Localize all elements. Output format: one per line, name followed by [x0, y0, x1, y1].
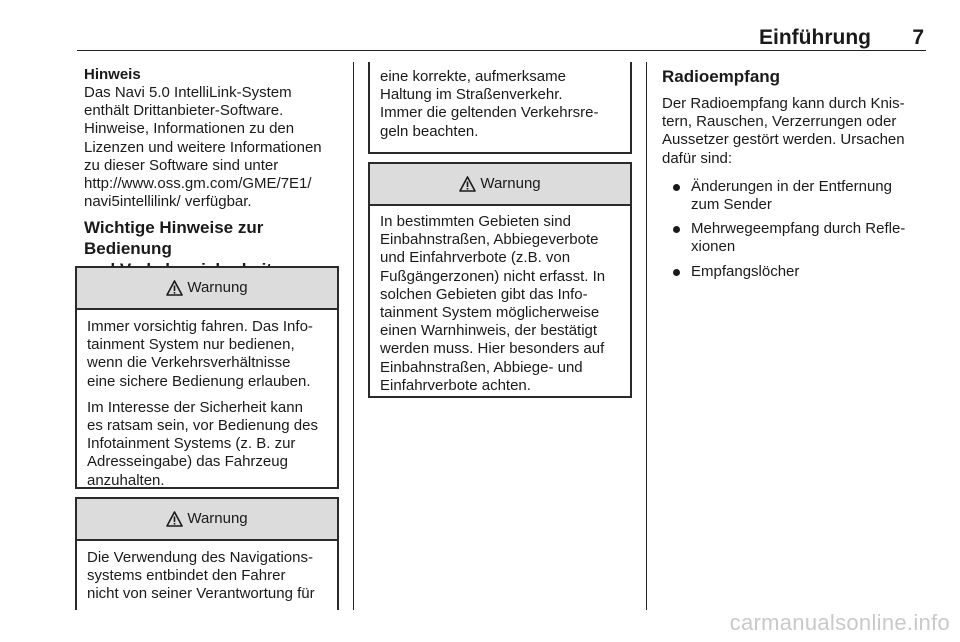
column-divider-right: [646, 62, 647, 610]
warning-box-1: [75, 266, 339, 489]
text-line: Einbahnstraßen, Abbiegeverbote: [380, 231, 599, 249]
text-line: es ratsam sein, vor Bedienung des: [87, 417, 318, 435]
text-line: xionen: [691, 238, 736, 256]
note-line: Lizenzen und weitere Informationen: [84, 138, 322, 156]
warning-body: [77, 541, 337, 604]
text-line: anzuhalten.: [87, 471, 165, 489]
warning-box-3: [368, 162, 632, 398]
warning-body: [77, 310, 337, 489]
text-line: Fußgängerzonen) nicht erfasst. In: [380, 267, 606, 285]
warning-label: Warnung: [187, 279, 248, 296]
text-line: Infotainment Systems (z. B. zur: [87, 435, 296, 453]
warning-paragraph: [380, 213, 621, 395]
note-block: [84, 66, 342, 211]
warning-paragraph: [87, 399, 328, 489]
watermark-text: carmanualsonline.info: [729, 610, 950, 635]
warning-paragraph: [87, 549, 328, 604]
chapter-title: Einführung: [759, 26, 871, 49]
warning-body: [370, 206, 630, 395]
text-line: Haltung im Straßenverkehr.: [380, 86, 563, 104]
text-line: werden muss. Hier besonders auf: [380, 340, 605, 358]
warning-header: [370, 164, 630, 206]
intro-paragraph: [662, 95, 926, 168]
note-link-line: http://www.oss.gm.com/GME/7E1/: [84, 175, 312, 193]
warning-paragraph: [87, 318, 328, 391]
list-item: [662, 263, 926, 281]
text-line: eine korrekte, aufmerksame: [380, 68, 566, 85]
note-line: Das Navi 5.0 IntelliLink-System: [84, 84, 292, 101]
column-divider-left: [353, 62, 354, 610]
page-header: [77, 26, 926, 51]
warning-box-2: [75, 497, 339, 610]
text-line: geln beachten.: [380, 122, 479, 140]
warning-label: Warnung: [187, 510, 248, 527]
text-line: Immer die geltenden Verkehrsre‑: [380, 104, 599, 122]
text-line: einen Warnhinweis, der bestätigt: [380, 322, 598, 340]
text-line: tainment System nur bedienen,: [87, 336, 295, 354]
text-line: Adresseingabe) das Fahrzeug: [87, 453, 288, 471]
bullet-dot-icon: [673, 226, 680, 233]
text-line: tainment System möglicherweise: [380, 304, 600, 322]
text-line: Im Interesse der Sicherheit kann: [87, 398, 303, 416]
list-item: [662, 220, 926, 256]
warning-triangle-icon: [166, 280, 183, 296]
warning-triangle-icon: [166, 511, 183, 527]
cause-list: [662, 178, 926, 281]
text-line: Änderungen in der Entfernung: [691, 177, 892, 195]
warning-body: [370, 62, 630, 141]
warning-box-continued: [368, 62, 632, 154]
text-line: Immer vorsichtig fahren. Das Info‑: [87, 318, 313, 335]
warning-header: [77, 499, 337, 541]
warning-label: Warnung: [480, 175, 541, 192]
warning-paragraph: [380, 68, 621, 141]
section-heading: Radioempfang: [662, 67, 781, 86]
text-line: Einbahnstraßen, Abbiege‑ und: [380, 358, 583, 376]
text-line: Mehrwegeempfang durch Refle‑: [691, 220, 906, 238]
list-item: [662, 178, 926, 214]
section-heading-line: Wichtige Hinweise zur Bedienung: [84, 218, 264, 259]
column-left: [84, 66, 342, 280]
text-line: Empfangslöcher: [691, 262, 800, 280]
text-line: wenn die Verkehrsverhältnisse: [87, 354, 291, 372]
text-line: zum Sender: [691, 196, 772, 214]
warning-triangle-icon: [459, 176, 476, 192]
text-line: tern, Rauschen, Verzerrungen oder: [662, 113, 897, 131]
bullet-dot-icon: [673, 269, 680, 276]
page-number: 7: [912, 26, 924, 49]
text-line: Die Verwendung des Navigations‑: [87, 549, 313, 566]
note-line: Hinweise, Informationen zu den: [84, 120, 295, 138]
text-line: Der Radioempfang kann durch Knis‑: [662, 95, 905, 112]
bullet-dot-icon: [673, 184, 680, 191]
text-line: Aussetzer gestört werden. Ursachen: [662, 131, 905, 149]
text-line: solchen Gebieten gibt das Info‑: [380, 285, 588, 303]
note-link-line: navi5intellilink/ verfügbar.: [84, 193, 252, 211]
text-line: eine sichere Bedienung erlauben.: [87, 372, 311, 390]
text-line: In bestimmten Gebieten sind: [380, 213, 571, 230]
note-title: Hinweis: [84, 66, 141, 83]
text-line: Einfahrverbote achten.: [380, 376, 531, 394]
note-line: zu dieser Software sind unter: [84, 156, 279, 174]
text-line: systems entbindet den Fahrer: [87, 567, 286, 585]
text-line: dafür sind:: [662, 149, 733, 167]
warning-header: [77, 268, 337, 310]
text-line: und Einfahrverbote (z.B. von: [380, 249, 571, 267]
text-line: nicht von seiner Verantwortung für: [87, 585, 315, 603]
note-line: enthält Drittanbieter-Software.: [84, 102, 284, 120]
column-right: [662, 66, 926, 287]
